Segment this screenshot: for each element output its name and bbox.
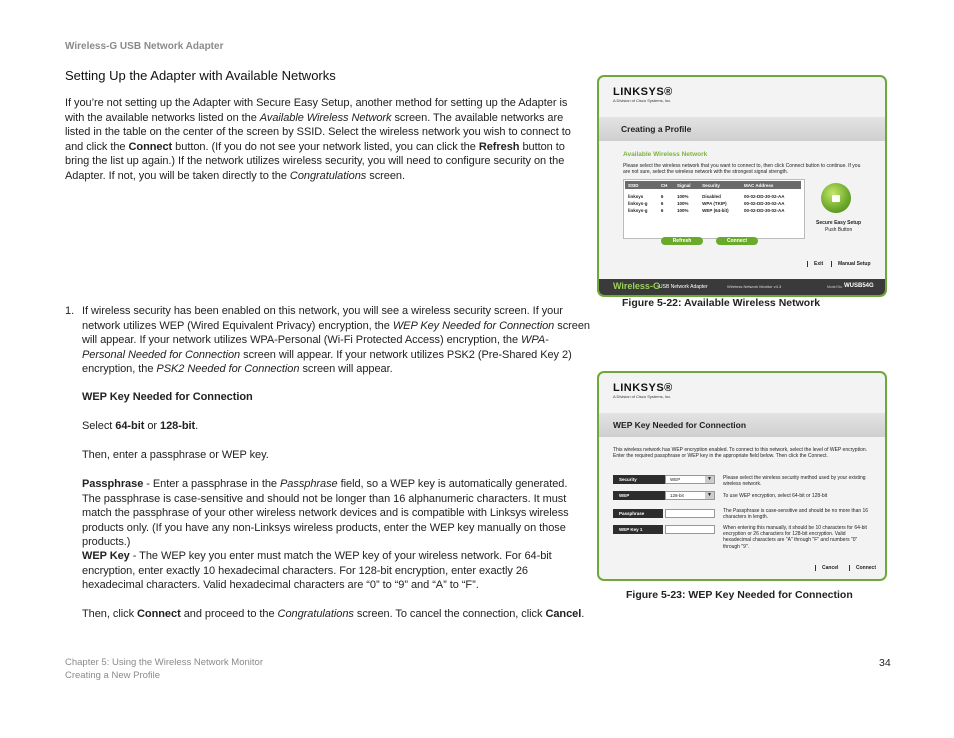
instructions: Please select the wireless network that you want to connect to, then click Connect button to continue. If you are not sure, select the wireless network with the strongest signal strength. <box>623 163 861 176</box>
step-number: 1. <box>65 305 75 317</box>
security-value: WEP <box>670 477 681 482</box>
table-row[interactable]: linksys-g 6 100% WPA (TKIP) 00-02-DD-30-02-AA <box>628 201 785 206</box>
figure-2-caption: Figure 5-23: WEP Key Needed for Connection <box>626 589 853 601</box>
manual-setup-link[interactable]: Manual Setup <box>831 261 871 267</box>
col-header: CH <box>658 181 674 189</box>
exit-link[interactable]: Exit <box>807 261 823 267</box>
table-row[interactable]: linksys 6 100% Disabled 00-02-DD-30-02-AA <box>628 194 785 199</box>
cancel-link[interactable]: Cancel <box>815 565 838 571</box>
final-paragraph: Then, click Connect and proceed to the Congratulations screen. To cancel the connection, click Cancel. <box>82 608 585 620</box>
wep-label: WEP <box>613 491 701 500</box>
screen-title: Creating a Profile <box>621 124 692 134</box>
linksys-logo: LINKSYS® <box>613 86 673 98</box>
help-wep: To use WEP encryption, select 64-bit or 128-bit <box>723 493 828 499</box>
passphrase-label: Passphrase <box>613 509 663 518</box>
footer-chapter: Chapter 5: Using the Wireless Network Monitor <box>65 657 263 668</box>
passphrase-input[interactable] <box>665 509 715 518</box>
connect-link[interactable]: Connect <box>849 565 876 571</box>
title-band <box>599 413 885 437</box>
title-band <box>599 117 885 141</box>
available-network-screenshot <box>597 75 887 297</box>
running-header: Wireless-G USB Network Adapter <box>65 41 224 52</box>
wepkey-paragraph: WEP Key - The WEP key you enter must match the WEP key of your wireless network. For 64-bit encryption, enter exactly 10 hexadecimal characters. For 128-bit encryption, enter exactly 26 hexadecimal characters. Valid hexadecimal characters are “0” to “9” and “A” to “F”. <box>82 550 552 592</box>
dropdown-arrow-icon: ▼ <box>705 492 714 499</box>
col-header: Signal <box>674 181 699 189</box>
section-title: Setting Up the Adapter with Available Networks <box>65 68 336 83</box>
table-row[interactable]: linksys-g 6 100% WEP (64-bit) 00-02-DD-30-02-AA <box>628 208 785 213</box>
secure-easy-setup-label: Secure Easy Setup <box>816 220 862 226</box>
wep-key-input[interactable] <box>665 525 715 534</box>
network-table <box>625 181 801 214</box>
intro-paragraph: If you’re not setting up the Adapter with Secure Easy Setup, another method for setting up the Adapter is with the available networks listed on the Available Wireless Network screen. The available networks are listed in the table on the center of the screen by SSID. Select the wireless network you wish to connect to and click the Connect button. (If you do not see your network listed, you can click the Refresh button to bring the list up again.) If the network utilizes wireless security, you will need to configure security on the Adapter. If not, you will be taken directly to the Congratulations screen. <box>65 97 571 182</box>
security-label: Security <box>613 475 701 484</box>
col-header: MAC Address <box>741 181 801 189</box>
screen-title: WEP Key Needed for Connection <box>613 420 747 430</box>
select-line: Select 64-bit or 128-bit. <box>82 420 199 432</box>
connect-button[interactable]: Connect <box>716 237 758 245</box>
footer-model-label: Model No. <box>827 285 843 289</box>
figure-1-caption: Figure 5-22: Available Wireless Network <box>622 297 821 309</box>
page-footer <box>65 657 263 682</box>
wep-intro: This wireless network has WEP encryption enabled. To connect to this network, select the level of WEP encryption. Enter the required passphrase or WEP key in the appropriate field below. Then click the Connect. <box>613 447 868 460</box>
col-header: SSID <box>625 181 658 189</box>
footer-product: USB Network Adapter <box>659 284 708 290</box>
section-label: Available Wireless Network <box>623 151 708 158</box>
page-number: 34 <box>879 657 891 669</box>
dropdown-arrow-icon: ▼ <box>705 476 714 483</box>
refresh-button[interactable]: Refresh <box>661 237 703 245</box>
footer-model: WUSB54G <box>844 283 874 289</box>
secure-easy-setup-button[interactable] <box>821 183 851 213</box>
wep-key-screenshot <box>597 371 887 581</box>
wep-bit-select[interactable] <box>665 491 715 500</box>
footer-bar <box>599 279 885 295</box>
help-security: Please select the wireless security method used by your existing wireless network. <box>723 475 866 488</box>
wep-heading: WEP Key Needed for Connection <box>82 391 253 403</box>
linksys-logo: LINKSYS® <box>613 382 673 394</box>
security-select[interactable] <box>665 475 715 484</box>
footer-brand: Wireless-G <box>613 281 660 291</box>
help-passphrase: The Passphrase is case-sensitive and should be no more than 16 characters in length. <box>723 508 869 521</box>
wep-bit-value: 128-bit <box>670 493 684 498</box>
help-wep-key: When entering this manually, it should be 10 characters for 64-bit encryption or 26 characters for 128-bit encryption. Valid hexadecimal characters are "A" through "F" and numbers "0" through "9". <box>723 525 867 550</box>
wep-key-label: WEP Key 1 <box>613 525 663 534</box>
logo-subtitle: A Division of Cisco Systems, Inc. <box>613 394 672 399</box>
logo-subtitle: A Division of Cisco Systems, Inc. <box>613 98 672 103</box>
col-header: Security <box>699 181 741 189</box>
lock-icon <box>832 195 840 202</box>
push-button-label: Push Button <box>825 227 853 233</box>
passphrase-paragraph: Passphrase - Enter a passphrase in the Passphrase field, so a WEP key is automatically generated. The passphrase is case-sensitive and should not be longer than 16 alphanumeric characters. It must match the passphrase of your other wireless network devices and is compatible with Linksys wireless products only. (If you have any non-Linksys wireless products, enter the WEP key manually on those products.) <box>82 478 569 549</box>
footer-section: Creating a New Profile <box>65 669 161 681</box>
footer-monitor: Wireless Network Monitor v4.3 <box>727 284 782 289</box>
step-1: 1. If wireless security has been enabled on this network, you will see a wireless security screen. If your network utilizes WEP (Wired Equivalent Privacy) encryption, the WEP Key Needed for Connection screen will appear. If your network utilizes WPA-Personal (Wi-Fi Protected Access) encryption, the WPA-Personal Needed for Connection screen will appear. If your network utilizes PSK2 (Pre-Shared Key 2) encryption, the PSK2 Needed for Connection screen will appear. <box>65 305 590 376</box>
then-line: Then, enter a passphrase or WEP key. <box>82 449 269 461</box>
